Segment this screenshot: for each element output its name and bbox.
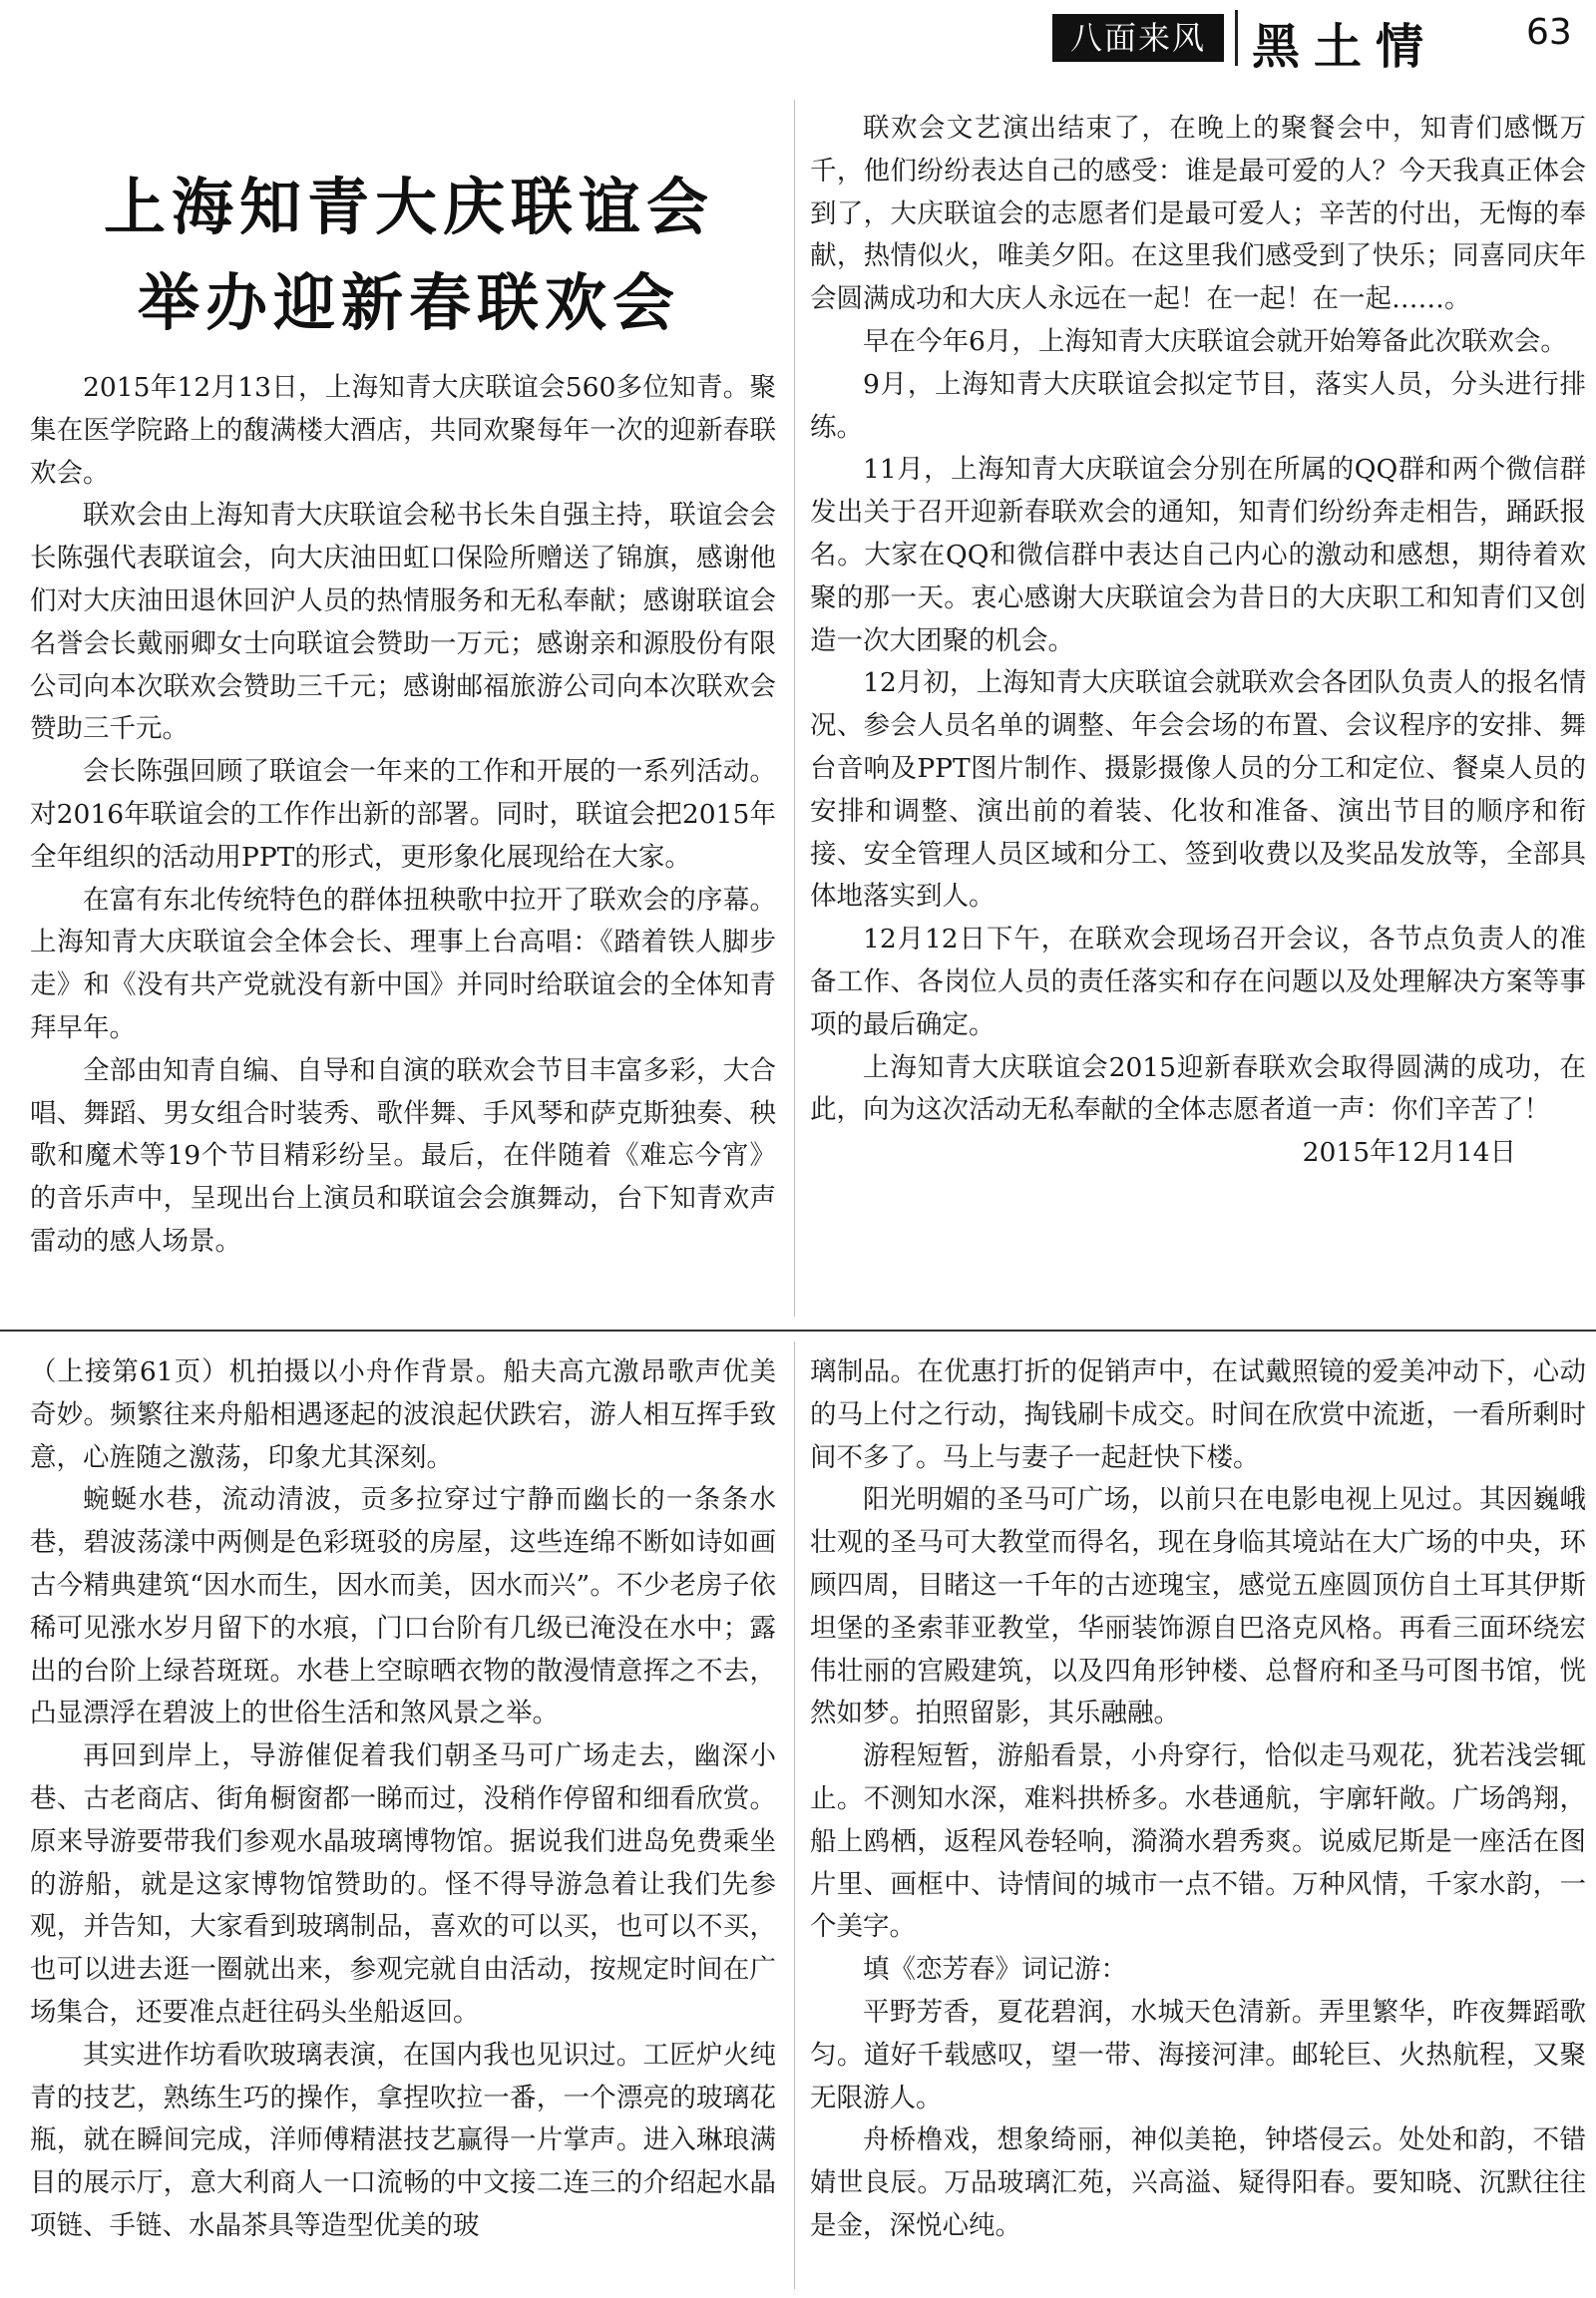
headline-line-1: 上海知青大庆联谊会: [103, 171, 714, 243]
article-date: 2015年12月14日: [1302, 1137, 1516, 1169]
paragraph: 填《恋芳春》词记游：: [863, 1954, 1127, 1986]
page-header: [0, 0, 1596, 75]
paragraph: 会长陈强回顾了联谊会一年来的工作和开展的一系列活动。对2016年联谊会的工作作出新的部署。同时，联谊会把2015年全年组织的活动用PPT的形式，更形象化展现给在大家。: [30, 756, 776, 873]
paragraph: 阳光明媚的圣马可广场，以前只在电影电视上见过。其因巍峨壮观的圣马可大教堂而得名，现在身临其境站在大广场的中央，环顾四周，目睹这一千年的古迹瑰宝，感觉五座圆顶仿自土耳其伊斯坦堡的圣索菲亚教堂，华丽装饰源自巴洛克风格。再看三面环绕宏伟壮丽的宫殿建筑，以及四角形钟楼、总督府和圣马可图书馆，恍然如梦。拍照留影，其乐融融。: [810, 1484, 1586, 1729]
headline-line-2: 举办迎新春联欢会: [137, 266, 680, 339]
paragraph: 12月初，上海知青大庆联谊会就联欢会各团队负责人的报名情况、参会人员名单的调整、年会会场的布置、会议程序的安排、舞台音响及PPT图片制作、摄影摄像人员的分工和定位、餐桌人员的安排和调整、演出前的着装、化妆和准备、演出节目的顺序和衔接、安全管理人员区域和分工、签到收费以及奖品发放等，全部具体地落实到人。: [810, 667, 1586, 913]
column-divider-top: [794, 100, 795, 1317]
section-divider: [0, 1330, 1596, 1332]
column-divider-bottom: [794, 1341, 795, 2289]
paragraph: 游程短暂，游船看景，小舟穿行，恰似走马观花，犹若浅尝辄止。不测知水深，难料拱桥多。水巷通航，宇廓轩敞。广场鸽翔，船上鸥栖，返程风卷轻响，漪漪水碧秀爽。说威尼斯是一座活在图片里、画框中、诗情间的城市一点不错。万种风情，千家水韵，一个美字。: [810, 1740, 1586, 1943]
paragraph: 2015年12月13日，上海知青大庆联谊会560多位知青。聚集在医学院路上的馥满楼大酒店，共同欢聚每年一次的迎新春联欢会。: [30, 372, 776, 489]
paragraph: 联欢会文艺演出结束了，在晚上的聚餐会中，知青们感慨万千，他们纷纷表达自己的感受：谁是最可爱的人？今天我真正体会到了，大庆联谊会的志愿者们是最可爱人；辛苦的付出，无悔的奉献，热情似火，唯美夕阳。在这里我们感受到了快乐；同喜同庆年会圆满成功和大庆人永远在一起！在一起！在一起……。: [810, 113, 1586, 315]
paragraph: 全部由知青自编、自导和自演的联欢会节目丰富多彩，大合唱、舞蹈、男女组合时装秀、歌伴舞、手风琴和萨克斯独奏、秧歌和魔术等19个节目精彩纷呈。最后，在伴随着《难忘今宵》的音乐声中，呈现出台上演员和联谊会会旗舞动，台下知青欢声雷动的感人场景。: [30, 1054, 776, 1257]
paragraph: 再回到岸上，导游催促着我们朝圣马可广场走去，幽深小巷、古老商店、街角橱窗都一睇而过，没稍作停留和细看欣赏。原来导游要带我们参观水晶玻璃博物馆。据说我们进岛免费乘坐的游船，就是这家博物馆赞助的。怪不得导游急着让我们先参观，并告知，大家看到玻璃制品，喜欢的可以买，也可以不买，也可以进去逛一圈就出来，参观完就自由活动，按规定时间在广场集合，还要准点赶往码头坐船返回。: [30, 1740, 776, 2028]
continued-left-column: [30, 1351, 776, 2248]
magazine-title: 黑土情: [1252, 19, 1438, 75]
paragraph: （上接第61页）机拍摄以小舟作背景。船夫高亢激昂歌声优美奇妙。频繁往来舟船相遇逐起的波浪起伏跌宕，游人相互挥手致意，心旌随之激荡，印象尤其深刻。: [30, 1356, 776, 1473]
paragraph: 在富有东北传统特色的群体扭秧歌中拉开了联欢会的序幕。上海知青大庆联谊会全体会长、理事上台高唱：《踏着铁人脚步走》和《没有共产党就没有新中国》并同时给联谊会的全体知青拜早年。: [30, 884, 776, 1043]
paragraph: 璃制品。在优惠打折的促销声中，在试戴照镜的爱美冲动下，心动的马上付之行动，掏钱刷卡成交。时间在欣赏中流逝，一看所剩时间不多了。马上与妻子一起赶快下楼。: [810, 1356, 1586, 1473]
paragraph: 12月12日下午，在联欢会现场召开会议，各节点负责人的准备工作、各岗位人员的责任落实和存在问题以及处理解决方案等事项的最后确定。: [810, 924, 1586, 1040]
page-number: 63: [1526, 12, 1572, 53]
continued-right-column: [810, 1351, 1586, 2248]
paragraph: 其实进作坊看吹玻璃表演，在国内我也见识过。工匠炉火纯青的技艺，熟练生巧的操作，拿捏吹拉一番，一个漂亮的玻璃花瓶，就在瞬间完成，洋师傅精湛技艺赢得一片掌声。进入琳琅满目的展示厅，意大利商人一口流畅的中文接二连三的介绍起水晶项链、手链、水晶茶具等造型优美的玻: [30, 2039, 776, 2241]
paragraph: 早在今年6月，上海知青大庆联谊会就开始筹备此次联欢会。: [863, 325, 1567, 357]
article-headline: [40, 160, 778, 351]
section-tag: 八面来风: [1052, 14, 1224, 62]
paragraph: 上海知青大庆联谊会2015迎新春联欢会取得圆满的成功，在此，向为这次活动无私奉献的全体志愿者道一声：你们辛苦了！: [810, 1051, 1586, 1126]
paragraph: 9月，上海知青大庆联谊会拟定节目，落实人员，分头进行排练。: [810, 368, 1586, 443]
article-right-column: [810, 108, 1586, 1175]
article-left-column: [30, 367, 776, 1264]
paragraph: 舟桥橹戏，想象绮丽，神似美艳，钟塔侵云。处处和韵，不错婧世良辰。万品玻璃汇苑，兴高溢、疑得阳春。要知晓、沉默往往是金，深悦心纯。: [810, 2124, 1586, 2241]
paragraph: 联欢会由上海知青大庆联谊会秘书长朱自强主持，联谊会会长陈强代表联谊会，向大庆油田虹口保险所赠送了锦旗，感谢他们对大庆油田退休回沪人员的热情服务和无私奉献；感谢联谊会名誉会长戴丽卿女士向联谊会赞助一万元；感谢亲和源股份有限公司向本次联欢会赞助三千元；感谢邮福旅游公司向本次联欢会赞助三千元。: [30, 500, 776, 745]
paragraph: 蜿蜒水巷，流动清波，贡多拉穿过宁静而幽长的一条条水巷，碧波荡漾中两侧是色彩斑驳的房屋，这些连绵不断如诗如画古今精典建筑“因水而生，因水而美，因水而兴”。不少老房子依稀可见涨水岁月留下的水痕，门口台阶有几级已淹没在水中；露出的台阶上绿苔斑斑。水巷上空晾晒衣物的散漫情意挥之不去，凸显漂浮在碧波上的世俗生活和煞风景之举。: [30, 1484, 776, 1729]
paragraph: 11月，上海知青大庆联谊会分别在所属的QQ群和两个微信群发出关于召开迎新春联欢会的通知，知青们纷纷奔走相告，踊跃报名。大家在QQ和微信群中表达自己内心的激动和感想，期待着欢聚的那一天。衷心感谢大庆联谊会为昔日的大庆职工和知青们又创造一次大团聚的机会。: [810, 454, 1586, 656]
header-divider: [1235, 10, 1238, 66]
paragraph: 平野芳香，夏花碧润，水城天色清新。弄里繁华，昨夜舞蹈歌匀。道好千载感叹，望一带、海接河津。邮轮巨、火热航程，又聚无限游人。: [810, 1996, 1586, 2113]
